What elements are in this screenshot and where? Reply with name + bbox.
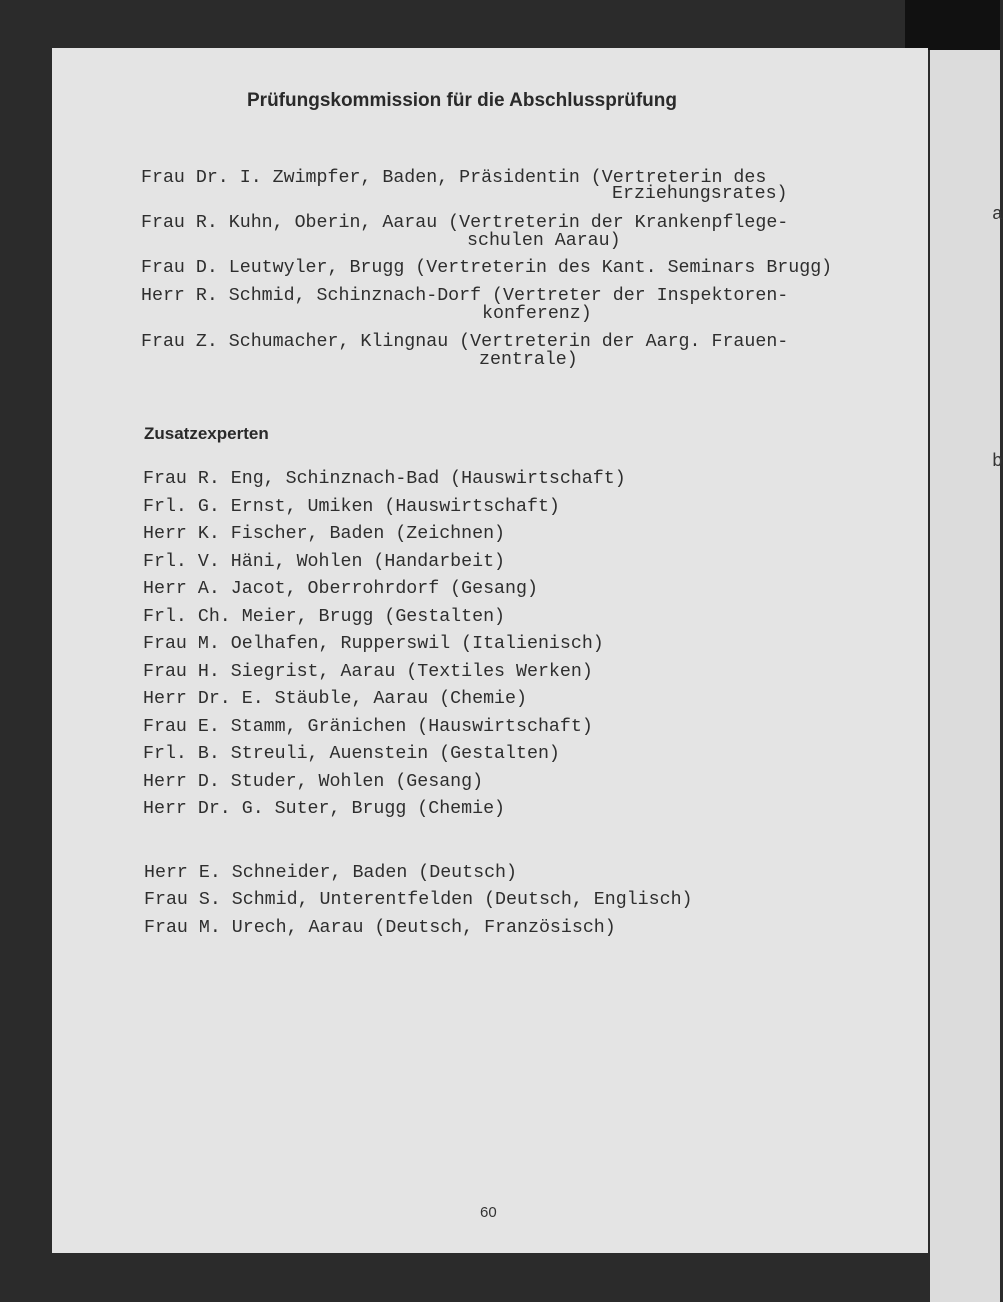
commission-member: Herr R. Schmid, Schinznach-Dorf (Vertreter der Inspektoren-	[141, 286, 789, 306]
expert: Frau E. Stamm, Gränichen (Hauswirtschaft)	[143, 717, 593, 737]
section-heading: Zusatzexperten	[144, 424, 269, 443]
language-expert: Herr E. Schneider, Baden (Deutsch)	[144, 863, 517, 883]
adjacent-page-letter: a	[992, 205, 1003, 225]
expert: Frau R. Eng, Schinznach-Bad (Hauswirtschaft)	[143, 469, 626, 489]
adjacent-page	[930, 50, 1003, 1302]
commission-member: Frau Z. Schumacher, Klingnau (Vertreterin der Aarg. Frauen-	[141, 332, 789, 352]
expert: Frl. V. Häni, Wohlen (Handarbeit)	[143, 552, 506, 572]
expert: Herr K. Fischer, Baden (Zeichnen)	[143, 524, 506, 544]
expert: Frl. G. Ernst, Umiken (Hauswirtschaft)	[143, 497, 560, 517]
adjacent-page-letter: b	[992, 452, 1003, 472]
language-expert: Frau S. Schmid, Unterentfelden (Deutsch, Englisch)	[144, 890, 693, 910]
expert: Frau H. Siegrist, Aarau (Textiles Werken)	[143, 662, 593, 682]
expert: Frl. Ch. Meier, Brugg (Gestalten)	[143, 607, 506, 627]
commission-member: Frau Dr. I. Zwimpfer, Baden, Präsidentin (Vertreterin des	[141, 168, 767, 188]
commission-member-cont: konferenz)	[482, 304, 592, 324]
expert: Frau M. Oelhafen, Rupperswil (Italienisch)	[143, 634, 604, 654]
expert: Herr Dr. E. Stäuble, Aarau (Chemie)	[143, 689, 527, 709]
commission-member: Frau R. Kuhn, Oberin, Aarau (Vertreterin der Krankenpflege-	[141, 213, 789, 233]
language-expert: Frau M. Urech, Aarau (Deutsch, Französisch)	[144, 918, 616, 938]
commission-member-cont: schulen Aarau)	[467, 231, 621, 251]
page-number: 60	[480, 1204, 497, 1221]
document-page	[52, 48, 928, 1253]
expert: Herr Dr. G. Suter, Brugg (Chemie)	[143, 799, 506, 819]
commission-member-cont: zentrale)	[479, 350, 578, 370]
scan-border	[905, 0, 1000, 50]
expert: Frl. B. Streuli, Auenstein (Gestalten)	[143, 744, 560, 764]
expert: Herr D. Studer, Wohlen (Gesang)	[143, 772, 484, 792]
commission-member-cont: Erziehungsrates)	[612, 184, 788, 204]
commission-member: Frau D. Leutwyler, Brugg (Vertreterin des Kant. Seminars Brugg)	[141, 258, 833, 278]
expert: Herr A. Jacot, Oberrohrdorf (Gesang)	[143, 579, 538, 599]
page-title: Prüfungskommission für die Abschlussprüfung	[247, 90, 677, 111]
